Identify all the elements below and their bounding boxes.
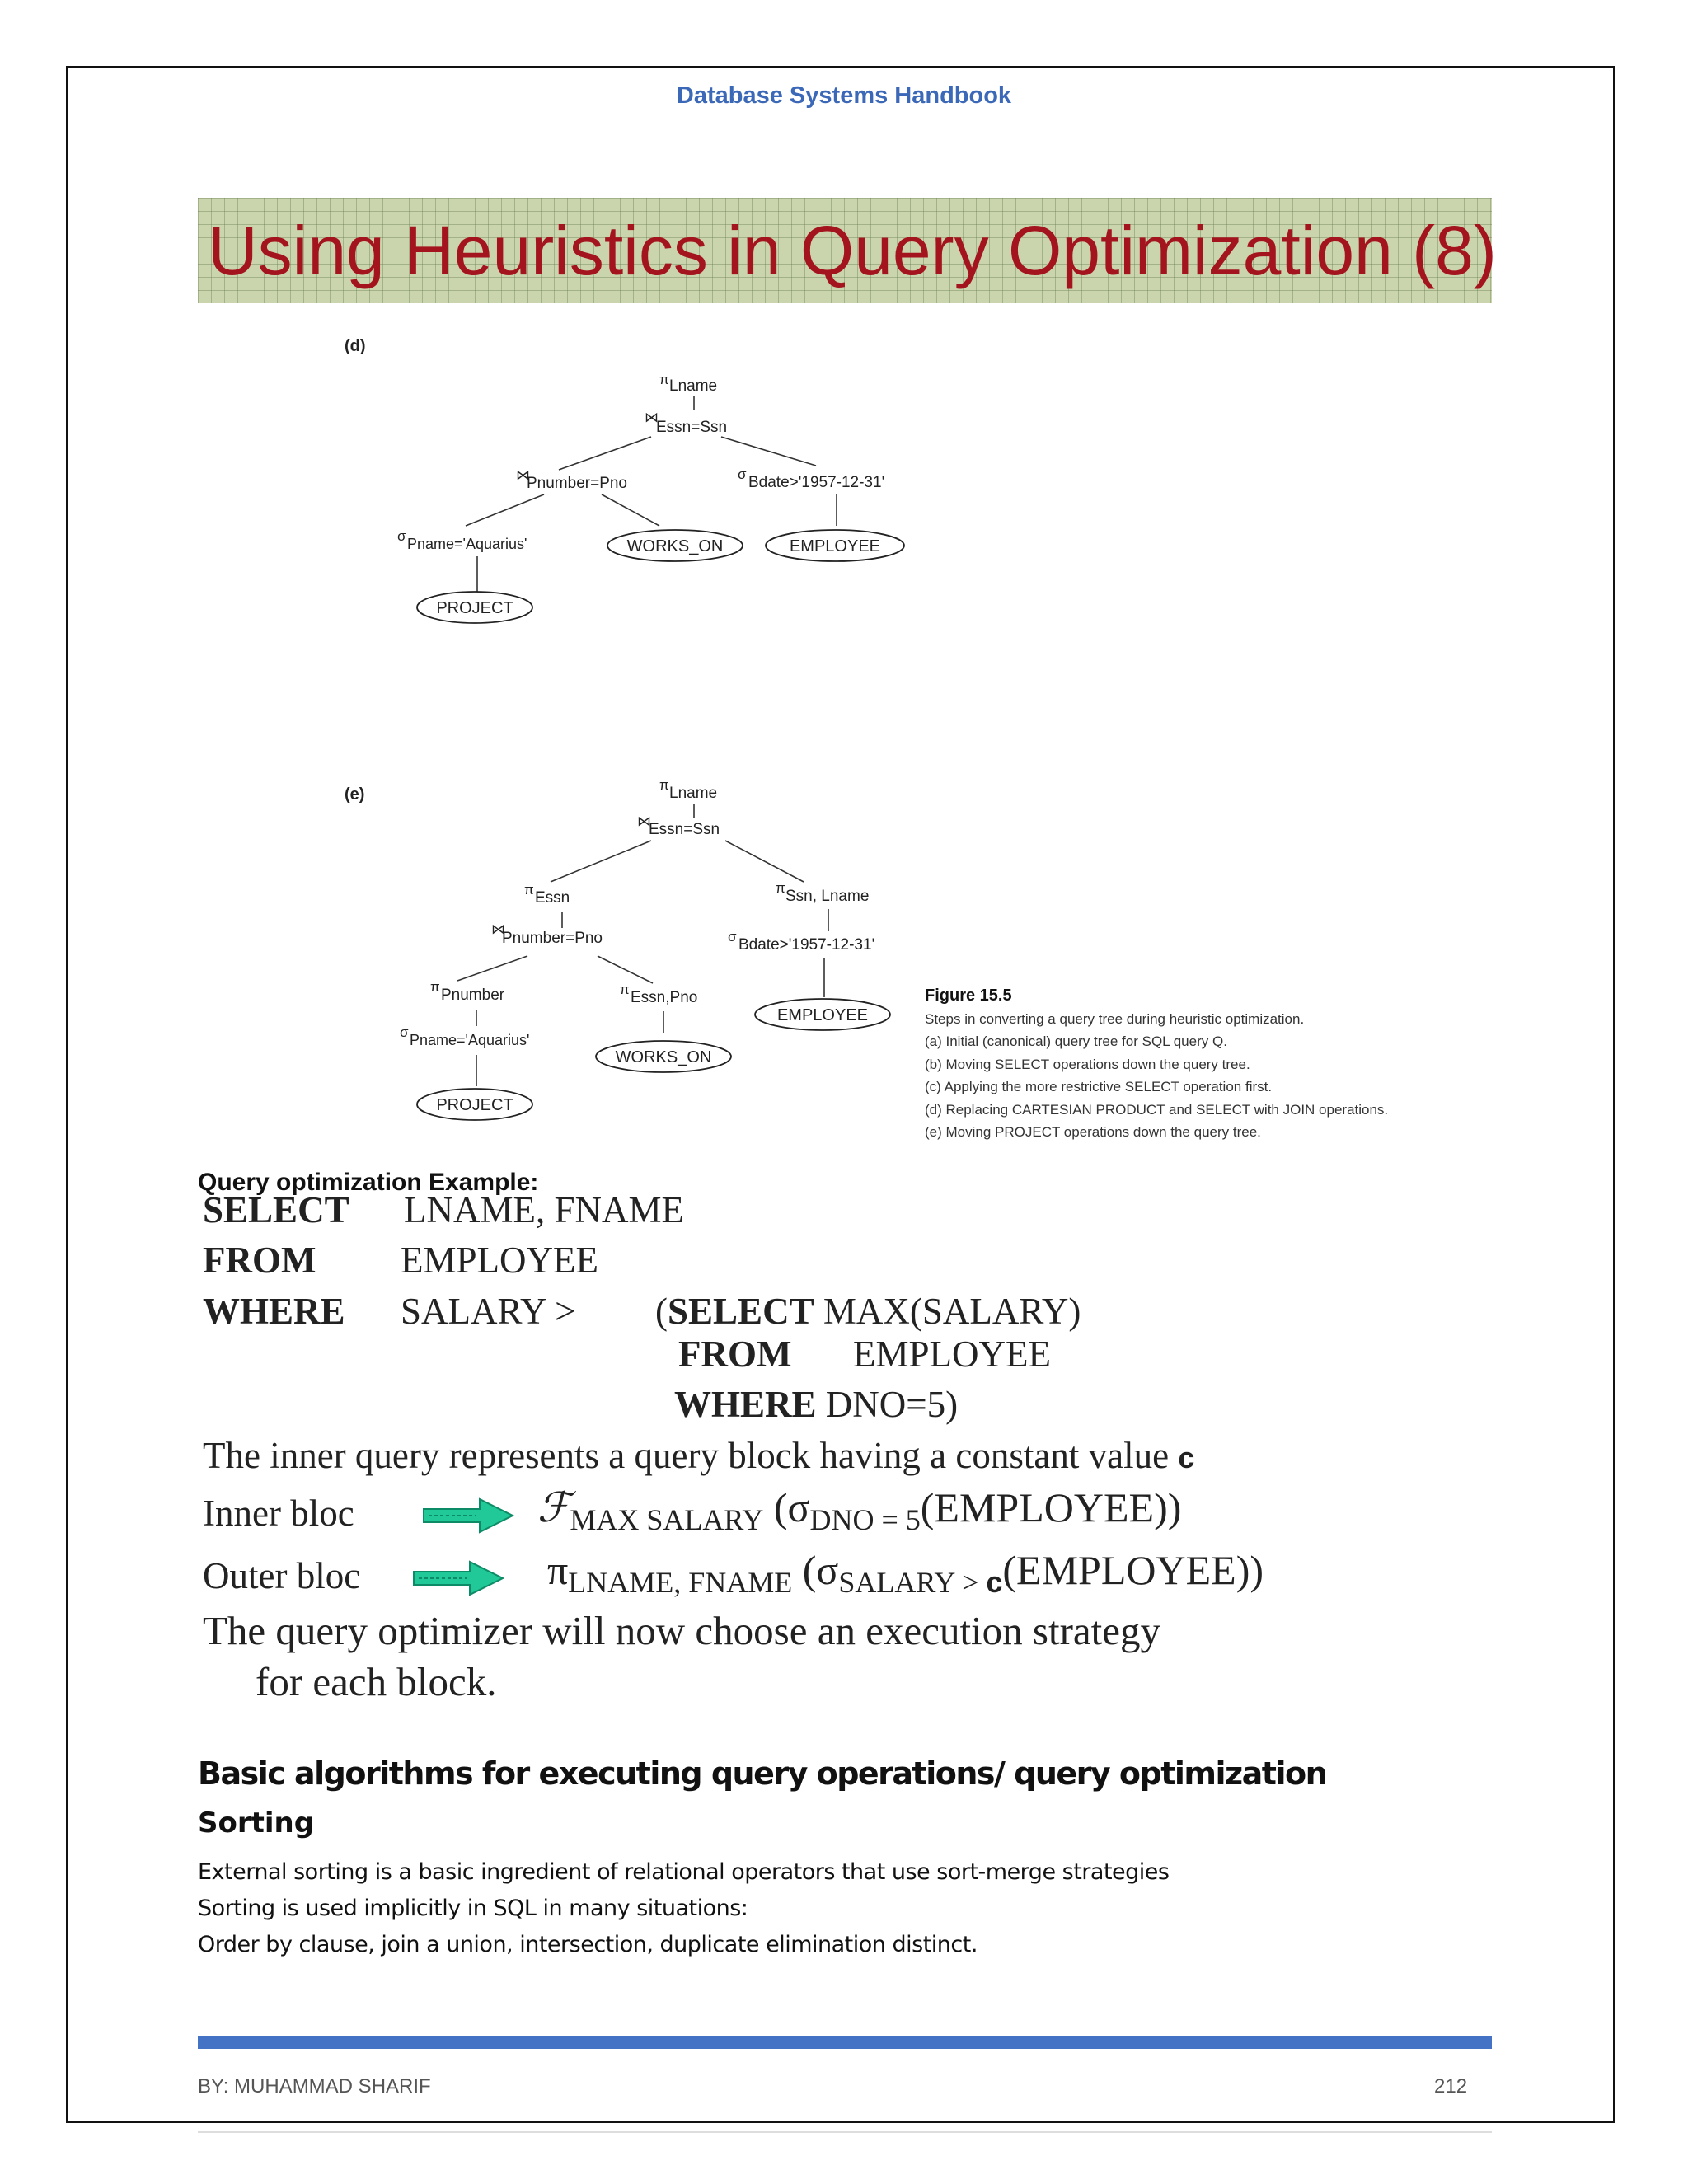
sql-line-from [203, 1239, 316, 1282]
tree-d-works-on-label: WORKS_ON [626, 537, 724, 555]
tree-e-sel-bdate-sub: Bdate>'1957-12-31' [738, 936, 875, 954]
sql-keyword: FROM [203, 1240, 316, 1281]
caption-line: (e) Moving PROJECT operations down the query tree. [925, 1124, 1261, 1140]
tree-d-employee-label: EMPLOYEE [789, 537, 881, 555]
tree-e-join2-sub: Pnumber=Pno [502, 930, 603, 947]
expr-sigma: (σ [802, 1547, 839, 1593]
tree-e-employee-label: EMPLOYEE [776, 1006, 869, 1024]
header-title: Database Systems Handbook [676, 82, 1012, 109]
tree-e-proj-ssn-sub: Ssn, Lname [785, 888, 870, 905]
sql-value: LNAME, FNAME [404, 1189, 685, 1230]
body-line: Order by clause, join a union, intersection, duplicate elimination distinct. [198, 1932, 978, 1957]
tree-d-root-pi: π [659, 372, 669, 387]
outer-block-expression [547, 1546, 1264, 1600]
sql-value: EMPLOYEE [853, 1333, 1051, 1375]
tree-e-project-label: PROJECT [436, 1096, 513, 1114]
tree-e-works-on-label: WORKS_ON [615, 1048, 712, 1066]
inner-query-sentence: The inner query represents a query block having a constant value [203, 1435, 1170, 1476]
tree-e-root-pi: π [659, 777, 669, 793]
expr-subscript: DNO = 5 [809, 1503, 921, 1536]
sorting-subheading: Sorting [198, 1807, 315, 1840]
expr-subscript [838, 1566, 1002, 1599]
caption-line: (a) Initial (canonical) query tree for SQL query Q. [925, 1033, 1227, 1049]
caption-title: Figure 15.5 [925, 987, 1012, 1005]
caption-line: (b) Moving SELECT operations down the query tree. [925, 1056, 1250, 1072]
sql-value: EMPLOYEE [401, 1240, 598, 1281]
caption-line: Steps in converting a query tree during heuristic optimization. [925, 1010, 1305, 1027]
footer-author: BY: MUHAMMAD SHARIF [198, 2075, 431, 2097]
tree-d-sel-bdate-sub: Bdate>'1957-12-31' [748, 474, 885, 491]
aggregate-function-symbol: ℱ [537, 1484, 570, 1530]
tree-e-join1-sym: ⋈ [637, 813, 651, 829]
expr-subscript: LNAME, FNAME [568, 1566, 793, 1599]
inner-block-expression [537, 1483, 1181, 1537]
tree-e-proj-essn-sym: π [524, 882, 534, 898]
tree-e-proj-pnumber-sym: π [430, 979, 440, 995]
tree-e-join1-sub: Essn=Ssn [649, 821, 720, 838]
page-number: 212 [1434, 2075, 1468, 2097]
sql-subquery-from [678, 1333, 791, 1376]
tree-e-proj-essn-sub: Essn [535, 889, 570, 907]
caption-line: (c) Applying the more restrictive SELECT operation first. [925, 1079, 1273, 1094]
tree-d-root-sub: Lname [669, 377, 718, 395]
strategy-line-2: for each block. [256, 1659, 497, 1704]
expr-relation: (EMPLOYEE)) [1002, 1547, 1264, 1593]
sql-keyword: WHERE [674, 1384, 817, 1425]
sql-value: DNO=5) [825, 1384, 959, 1425]
tree-d-sel-pname-sym: σ [397, 528, 406, 544]
sql-subquery-select [655, 1290, 1081, 1333]
sql-keyword: SELECT [668, 1291, 814, 1332]
tree-e-label: (e) [345, 785, 365, 804]
expr-condition: SALARY > [838, 1566, 979, 1599]
algorithms-heading: Basic algorithms for executing query operations/ query optimization [198, 1755, 1327, 1792]
sql-keyword: WHERE [203, 1291, 345, 1332]
sql-paren: ( [655, 1291, 668, 1332]
outer-arrow-icon [412, 1560, 504, 1596]
tree-e-root-sub: Lname [669, 785, 718, 802]
strategy-line-1: The query optimizer will now choose an execution strategy [203, 1608, 1161, 1653]
tree-e-proj-pnumber-sub: Pnumber [441, 987, 505, 1004]
tree-e-sel-bdate-sym: σ [728, 929, 737, 944]
sql-keyword: FROM [678, 1333, 792, 1375]
sql-value: MAX(SALARY) [823, 1291, 1081, 1332]
tree-d-join1-sub: Essn=Ssn [656, 419, 728, 436]
constant-c: c [1178, 1441, 1195, 1474]
outer-block-label: Outer bloc [203, 1555, 361, 1596]
sql-value: SALARY > [401, 1291, 576, 1332]
example-label: Query optimization Example: [198, 1169, 539, 1196]
slide-title: Using Heuristics in Query Optimization (8) [208, 212, 1497, 289]
bottom-rule [198, 2131, 1492, 2133]
tree-d-sel-pname-sub: Pname='Aquarius' [407, 536, 528, 552]
tree-e-join2-sym: ⋈ [491, 921, 505, 937]
tree-d-sel-bdate-sym: σ [738, 466, 747, 482]
body-line: Sorting is used implicitly in SQL in many situations: [198, 1896, 748, 1921]
tree-d-label: (d) [345, 337, 366, 355]
tree-e-proj-essnpno-sub: Essn,Pno [631, 989, 698, 1006]
body-line: External sorting is a basic ingredient of relational operators that use sort-merge strategies [198, 1859, 1170, 1885]
sql-subquery-where [674, 1383, 958, 1426]
tree-e-proj-ssn-sym: π [776, 880, 785, 896]
expr-sigma: (σ [773, 1484, 810, 1530]
expr-relation: (EMPLOYEE)) [920, 1484, 1182, 1530]
tree-e-sel-pname-sym: σ [400, 1024, 409, 1040]
constant-c: c [986, 1565, 1003, 1599]
sql-line-select [203, 1188, 349, 1231]
tree-d-join2-sub: Pnumber=Pno [527, 475, 627, 492]
inner-query-text [203, 1434, 1194, 1477]
tree-e-sel-pname-sub: Pname='Aquarius' [410, 1032, 530, 1048]
tree-d-join2-sym: ⋈ [516, 467, 530, 483]
expr-subscript: MAX SALARY [570, 1503, 764, 1536]
tree-e-proj-essnpno-sym: π [620, 982, 630, 997]
sql-keyword: SELECT [203, 1189, 349, 1230]
inner-arrow-icon [422, 1497, 514, 1534]
footer-bar [198, 2036, 1492, 2049]
tree-d-join1-sym: ⋈ [645, 410, 659, 425]
figure-caption [925, 985, 1502, 1144]
sql-line-where [203, 1290, 345, 1333]
caption-line: (d) Replacing CARTESIAN PRODUCT and SELECT with JOIN operations. [925, 1101, 1389, 1118]
tree-d-project-label: PROJECT [436, 599, 513, 617]
inner-block-label: Inner bloc [203, 1493, 354, 1534]
expr-pi: π [547, 1547, 569, 1593]
